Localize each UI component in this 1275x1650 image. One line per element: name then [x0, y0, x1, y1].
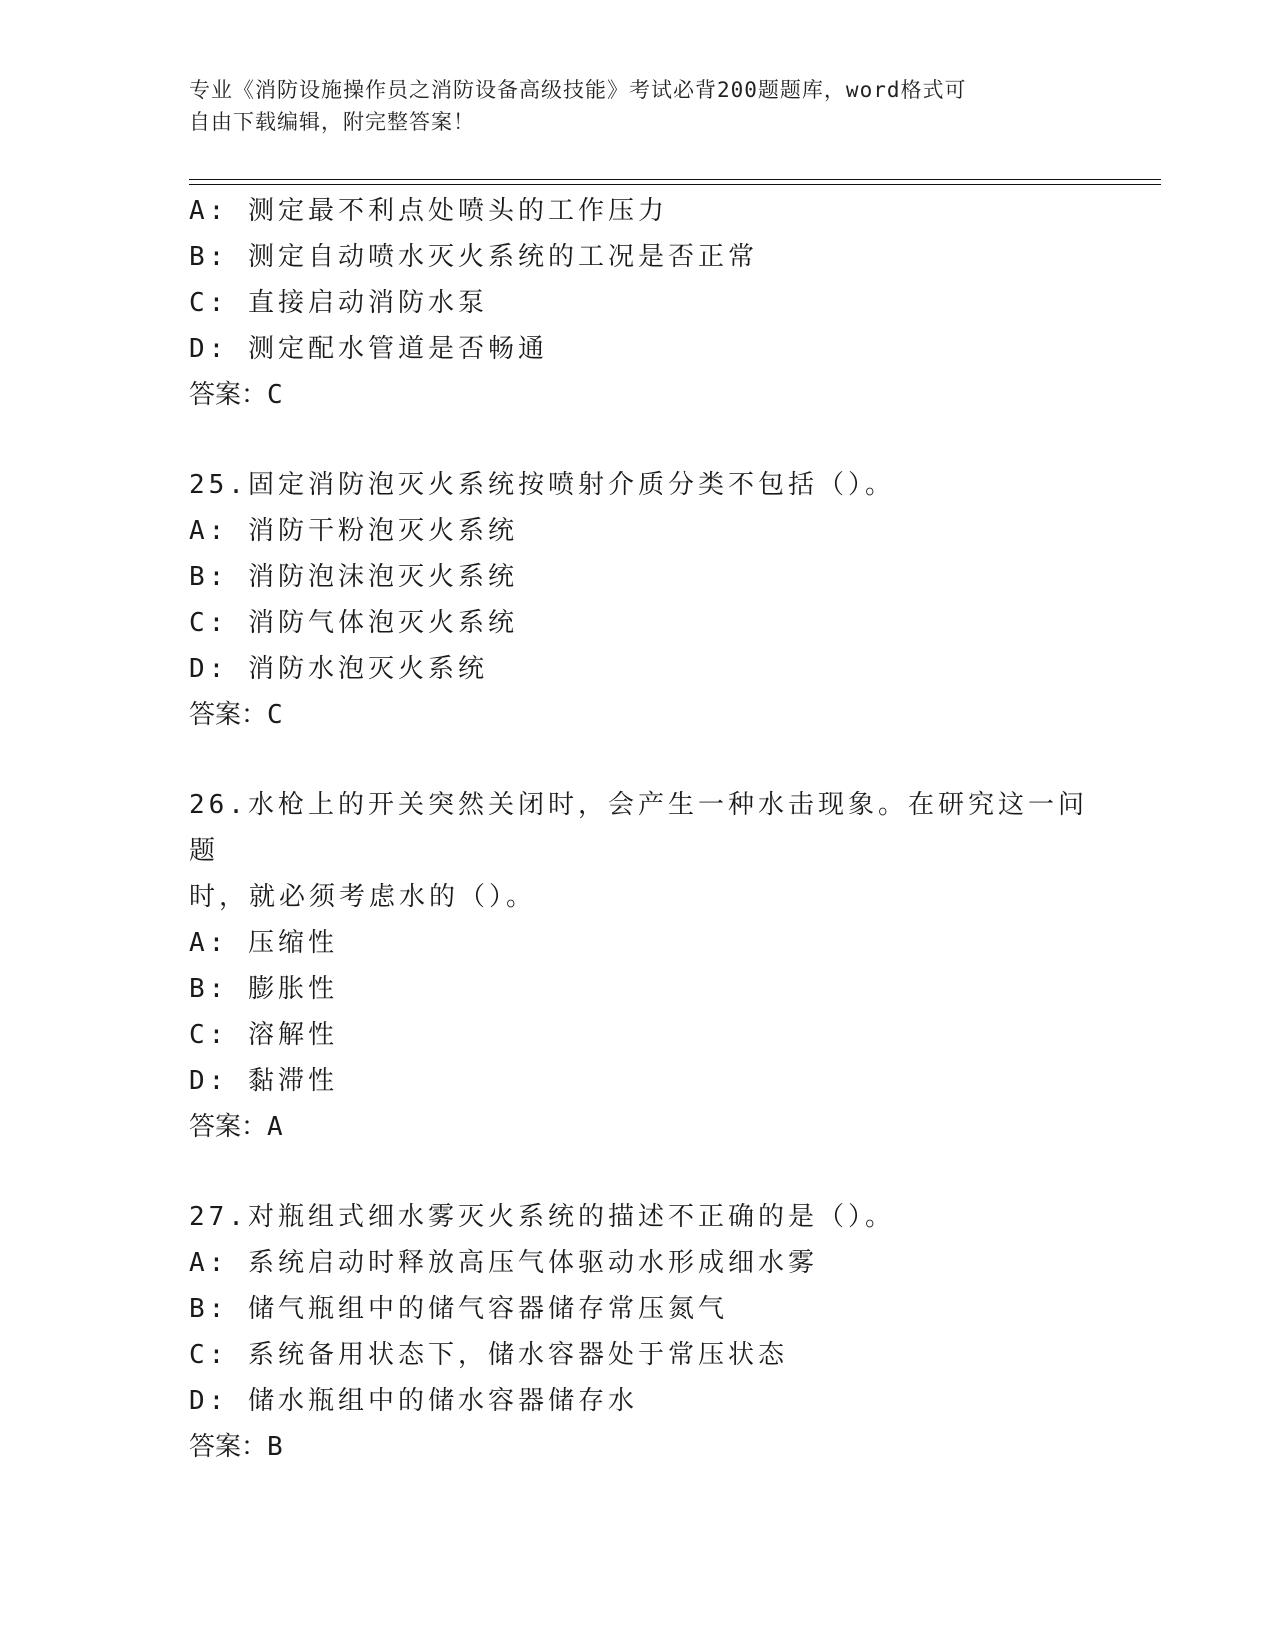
option-a: A: 压缩性 — [189, 928, 338, 958]
header-double-rule — [189, 179, 1161, 185]
question-stem: 25.固定消防泡灭火系统按喷射介质分类不包括（）。 — [189, 470, 895, 500]
option-d: D: 储水瓶组中的储水容器储存水 — [189, 1386, 638, 1416]
answer-label: 答案： — [189, 700, 268, 730]
option-d: D: 测定配水管道是否畅通 — [189, 334, 548, 364]
question-stem-line-1: 26.水枪上的开关突然关闭时，会产生一种水击现象。在研究这一问题 — [189, 790, 1088, 866]
option-c: C: 直接启动消防水泵 — [189, 288, 488, 318]
question-stem: 27.对瓶组式细水雾灭火系统的描述不正确的是（）。 — [189, 1202, 895, 1232]
answer-label: 答案： — [189, 1112, 268, 1142]
option-d: D: 消防水泡灭火系统 — [189, 654, 488, 684]
answer-label: 答案： — [189, 380, 268, 410]
question-25 — [189, 462, 1089, 738]
option-d: D: 黏滞性 — [189, 1066, 338, 1096]
answer-line — [189, 692, 1089, 738]
answer-line — [189, 1424, 1089, 1470]
answer-line — [189, 1104, 1089, 1150]
answer-label: 答案： — [189, 1432, 268, 1462]
question-26 — [189, 782, 1089, 1150]
option-b: B: 消防泡沫泡灭火系统 — [189, 562, 518, 592]
option-c: C: 消防气体泡灭火系统 — [189, 608, 518, 638]
option-a: A: 消防干粉泡灭火系统 — [189, 516, 518, 546]
question-stem-line-2: 时，就必须考虑水的（）。 — [189, 882, 537, 912]
answer-value: C — [267, 380, 284, 410]
document-header — [189, 74, 1089, 138]
answer-value: A — [267, 1112, 284, 1142]
option-c: C: 系统备用状态下，储水容器处于常压状态 — [189, 1340, 788, 1370]
option-a: A: 测定最不利点处喷头的工作压力 — [189, 196, 668, 226]
answer-value: C — [267, 700, 284, 730]
option-b: B: 膨胀性 — [189, 974, 338, 1004]
answer-value: B — [267, 1432, 284, 1462]
question-27 — [189, 1194, 1089, 1470]
header-line-2: 自由下载编辑，附完整答案！ — [189, 110, 475, 134]
answer-line — [189, 372, 1089, 418]
option-c: C: 溶解性 — [189, 1020, 338, 1050]
header-line-1: 专业《消防设施操作员之消防设备高级技能》考试必背200题题库，word格式可 — [189, 78, 967, 102]
question-24-continued — [189, 188, 1089, 418]
option-a: A: 系统启动时释放高压气体驱动水形成细水雾 — [189, 1248, 818, 1278]
option-b: B: 测定自动喷水灭火系统的工况是否正常 — [189, 242, 758, 272]
option-b: B: 储气瓶组中的储气容器储存常压氮气 — [189, 1294, 728, 1324]
question-list — [189, 188, 1089, 1470]
